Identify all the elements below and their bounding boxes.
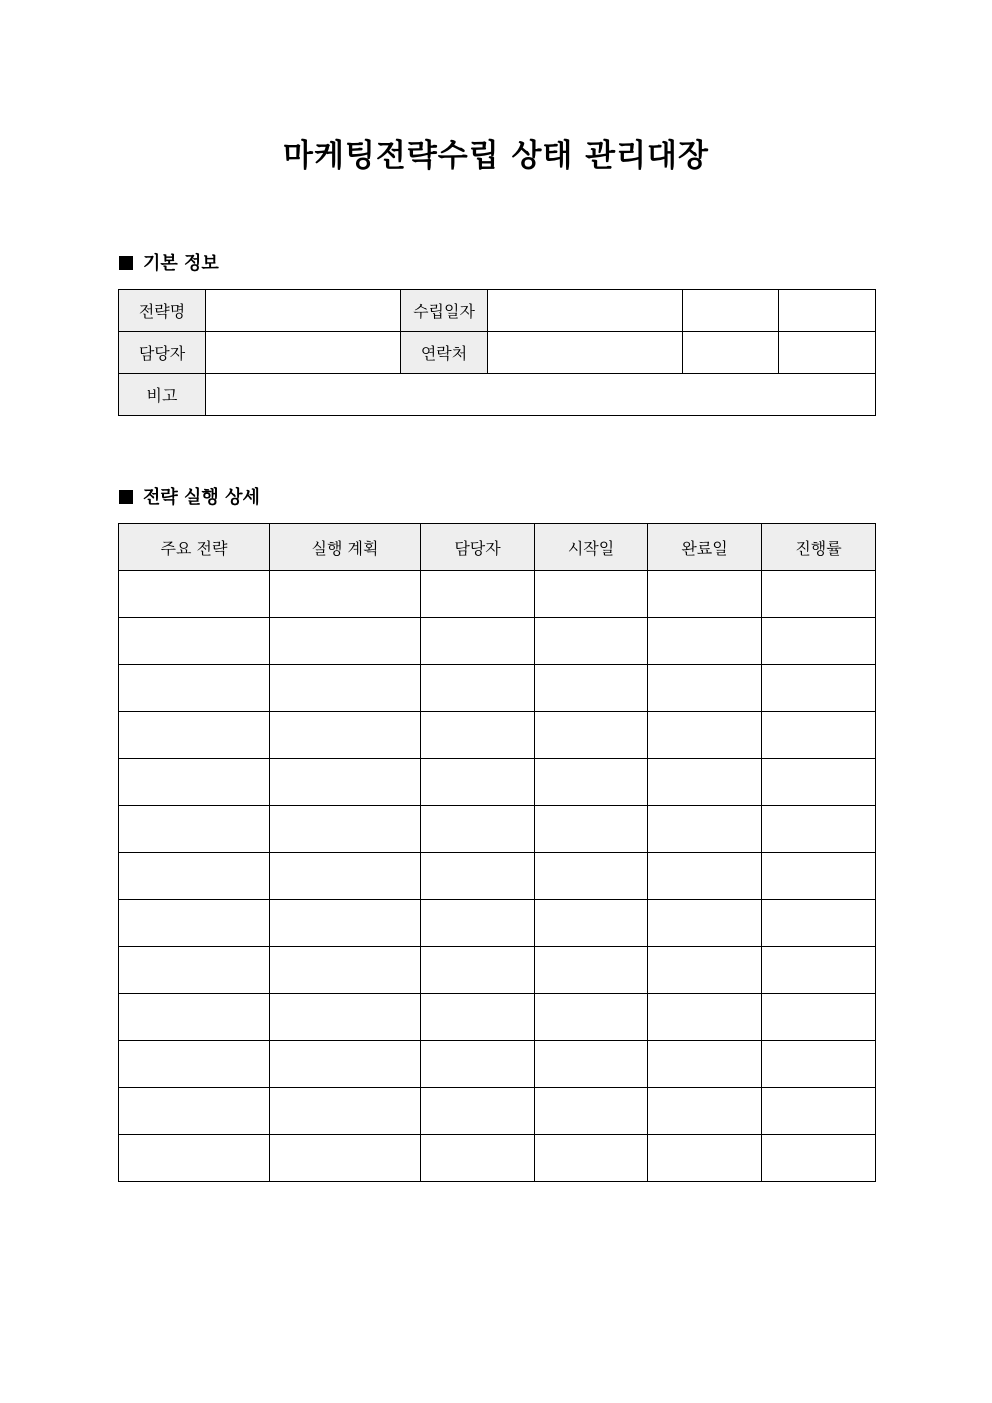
extra-field[interactable] <box>683 290 779 332</box>
manager-cell[interactable] <box>421 947 535 994</box>
strategy-name-field[interactable] <box>206 290 401 332</box>
start-date-cell[interactable] <box>535 806 648 853</box>
table-row <box>119 759 876 806</box>
table-row <box>119 994 876 1041</box>
progress-cell[interactable] <box>762 712 876 759</box>
manager-cell[interactable] <box>421 1041 535 1088</box>
table-row <box>119 806 876 853</box>
established-date-field[interactable] <box>488 290 683 332</box>
end-date-cell[interactable] <box>648 1041 762 1088</box>
action-plan-cell[interactable] <box>270 759 421 806</box>
start-date-cell[interactable] <box>535 1041 648 1088</box>
column-header-main-strategy: 주요 전략 <box>119 524 270 571</box>
end-date-cell[interactable] <box>648 900 762 947</box>
main-strategy-cell[interactable] <box>119 1088 270 1135</box>
strategy-detail-table <box>118 523 876 1182</box>
remarks-field[interactable] <box>206 374 876 416</box>
basic-info-row <box>119 290 876 332</box>
table-row <box>119 900 876 947</box>
main-strategy-cell[interactable] <box>119 759 270 806</box>
contact-field[interactable] <box>488 332 683 374</box>
manager-cell[interactable] <box>421 665 535 712</box>
start-date-cell[interactable] <box>535 759 648 806</box>
basic-info-heading <box>119 252 219 276</box>
end-date-cell[interactable] <box>648 618 762 665</box>
progress-cell[interactable] <box>762 994 876 1041</box>
end-date-cell[interactable] <box>648 947 762 994</box>
end-date-cell[interactable] <box>648 994 762 1041</box>
manager-label: 담당자 <box>119 332 206 374</box>
column-header-action-plan: 실행 계획 <box>270 524 421 571</box>
start-date-cell[interactable] <box>535 994 648 1041</box>
start-date-cell[interactable] <box>535 947 648 994</box>
main-strategy-cell[interactable] <box>119 900 270 947</box>
end-date-cell[interactable] <box>648 1135 762 1182</box>
action-plan-cell[interactable] <box>270 994 421 1041</box>
end-date-cell[interactable] <box>648 712 762 759</box>
table-row <box>119 853 876 900</box>
column-header-start-date: 시작일 <box>535 524 648 571</box>
square-bullet-icon <box>119 256 133 270</box>
end-date-cell[interactable] <box>648 1088 762 1135</box>
progress-cell[interactable] <box>762 947 876 994</box>
table-header-row <box>119 524 876 571</box>
action-plan-cell[interactable] <box>270 665 421 712</box>
action-plan-cell[interactable] <box>270 900 421 947</box>
action-plan-cell[interactable] <box>270 947 421 994</box>
main-strategy-cell[interactable] <box>119 571 270 618</box>
progress-cell[interactable] <box>762 759 876 806</box>
manager-field[interactable] <box>206 332 401 374</box>
manager-cell[interactable] <box>421 571 535 618</box>
start-date-cell[interactable] <box>535 900 648 947</box>
start-date-cell[interactable] <box>535 1135 648 1182</box>
extra-field[interactable] <box>779 290 876 332</box>
start-date-cell[interactable] <box>535 712 648 759</box>
progress-cell[interactable] <box>762 1041 876 1088</box>
manager-cell[interactable] <box>421 806 535 853</box>
column-header-end-date: 완료일 <box>648 524 762 571</box>
extra-field[interactable] <box>683 332 779 374</box>
action-plan-cell[interactable] <box>270 1088 421 1135</box>
table-row <box>119 571 876 618</box>
manager-cell[interactable] <box>421 1088 535 1135</box>
end-date-cell[interactable] <box>648 571 762 618</box>
progress-cell[interactable] <box>762 571 876 618</box>
main-strategy-cell[interactable] <box>119 806 270 853</box>
manager-cell[interactable] <box>421 712 535 759</box>
manager-cell[interactable] <box>421 900 535 947</box>
start-date-cell[interactable] <box>535 1088 648 1135</box>
column-header-manager: 담당자 <box>421 524 535 571</box>
table-row <box>119 665 876 712</box>
start-date-cell[interactable] <box>535 571 648 618</box>
main-strategy-cell[interactable] <box>119 712 270 759</box>
end-date-cell[interactable] <box>648 853 762 900</box>
manager-cell[interactable] <box>421 759 535 806</box>
table-row <box>119 618 876 665</box>
table-row <box>119 1135 876 1182</box>
manager-cell[interactable] <box>421 1135 535 1182</box>
main-strategy-cell[interactable] <box>119 1135 270 1182</box>
progress-cell[interactable] <box>762 1135 876 1182</box>
basic-info-row <box>119 374 876 416</box>
start-date-cell[interactable] <box>535 618 648 665</box>
start-date-cell[interactable] <box>535 665 648 712</box>
strategy-name-label: 전략명 <box>119 290 206 332</box>
progress-cell[interactable] <box>762 853 876 900</box>
basic-info-row <box>119 332 876 374</box>
progress-cell[interactable] <box>762 618 876 665</box>
table-row <box>119 947 876 994</box>
manager-cell[interactable] <box>421 994 535 1041</box>
basic-info-heading-text: 기본 정보 <box>143 253 219 274</box>
progress-cell[interactable] <box>762 900 876 947</box>
end-date-cell[interactable] <box>648 806 762 853</box>
end-date-cell[interactable] <box>648 665 762 712</box>
strategy-detail-heading-text: 전략 실행 상세 <box>143 487 260 508</box>
extra-field[interactable] <box>779 332 876 374</box>
start-date-cell[interactable] <box>535 853 648 900</box>
main-strategy-cell[interactable] <box>119 1041 270 1088</box>
action-plan-cell[interactable] <box>270 618 421 665</box>
main-strategy-cell[interactable] <box>119 665 270 712</box>
progress-cell[interactable] <box>762 806 876 853</box>
action-plan-cell[interactable] <box>270 806 421 853</box>
table-row <box>119 1088 876 1135</box>
action-plan-cell[interactable] <box>270 1135 421 1182</box>
manager-cell[interactable] <box>421 618 535 665</box>
table-row <box>119 712 876 759</box>
page-title: 마케팅전략수립 상태 관리대장 <box>283 138 709 174</box>
remarks-label: 비고 <box>119 374 206 416</box>
main-strategy-cell[interactable] <box>119 853 270 900</box>
action-plan-cell[interactable] <box>270 571 421 618</box>
end-date-cell[interactable] <box>648 759 762 806</box>
square-bullet-icon <box>119 490 133 504</box>
main-strategy-cell[interactable] <box>119 994 270 1041</box>
progress-cell[interactable] <box>762 1088 876 1135</box>
action-plan-cell[interactable] <box>270 1041 421 1088</box>
action-plan-cell[interactable] <box>270 853 421 900</box>
established-date-label: 수립일자 <box>401 290 488 332</box>
action-plan-cell[interactable] <box>270 712 421 759</box>
main-strategy-cell[interactable] <box>119 618 270 665</box>
progress-cell[interactable] <box>762 665 876 712</box>
table-row <box>119 1041 876 1088</box>
main-strategy-cell[interactable] <box>119 947 270 994</box>
manager-cell[interactable] <box>421 853 535 900</box>
contact-label: 연락처 <box>401 332 488 374</box>
strategy-detail-heading <box>119 486 260 510</box>
column-header-progress: 진행률 <box>762 524 876 571</box>
basic-info-table <box>118 289 876 416</box>
